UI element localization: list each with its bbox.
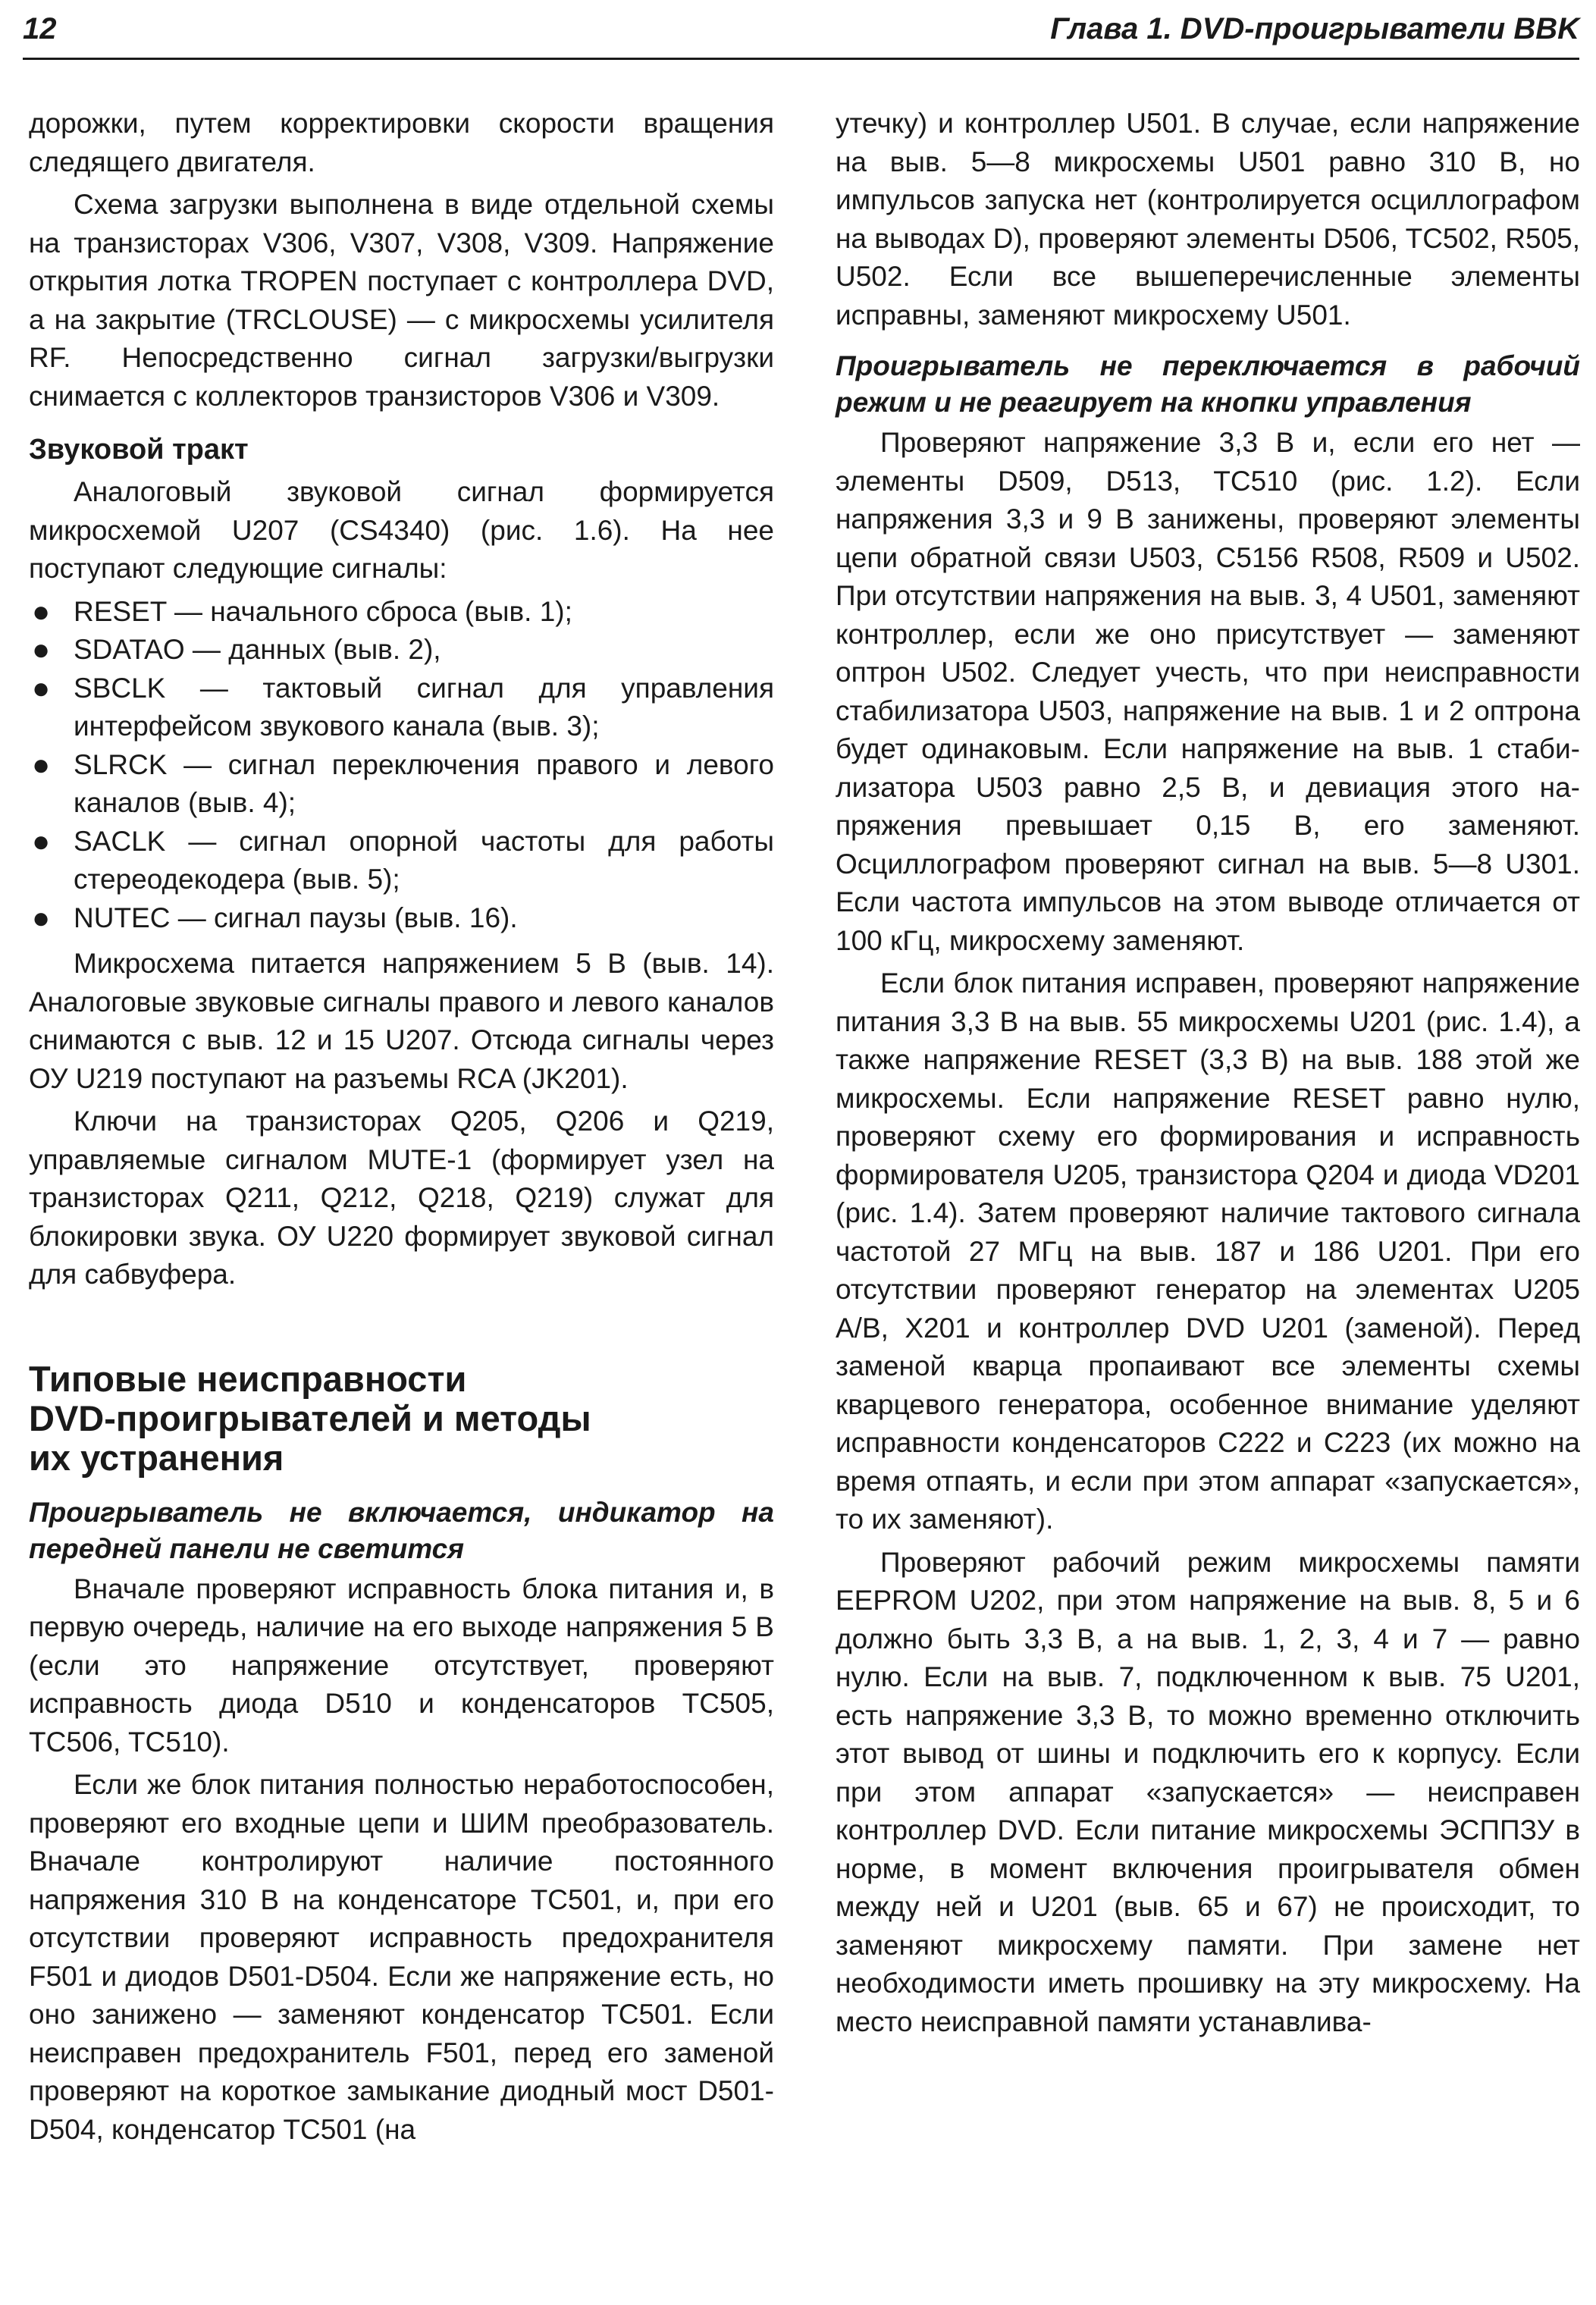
paragraph: Аналоговый звуковой сигнал формируется микросхемой U207 (CS4340) (рис. 1.6). На нее поступают следующие сигналы: (29, 476, 774, 584)
list-item: ● SDATAO — данных (выв. 2), (29, 631, 774, 670)
page-number: 12 (23, 12, 57, 45)
list-item: ● RESET — начального сброса (выв. 1); (29, 593, 774, 632)
bullet-icon: ● (32, 824, 51, 858)
paragraph: Проверяют напряжение 3,3 В и, если его нет — элементы D509, D513, TC510 (рис. 1.2). Если напряжения 3,3 и 9 В занижены, проверяют элементы цепи обратной связи U503, C5156 R508, R509 и U502. При отсутствии напряжения на выв. 3, 4 U501, заменяют контроллер, если же оно присутствует — заменяют оптрон U502. Следует учесть, что при неисправности стабилизатора U503, напряжение на выв. 1 и 2 оптрона будет одинаковым. Если напряжение на выв. 1 стабилизатора U503 равно 2,5 В, и девиация этого напряжения превышает 0,15 В, его заменяют. Осциллографом проверяют сигнал на выв. 5—8 U301. Если частота импульсов на этом выводе отличается от 100 кГц, микросхему заменяют. (836, 427, 1580, 956)
signal-list (29, 593, 774, 938)
bullet-icon: ● (32, 671, 51, 705)
bullet-icon: ● (32, 594, 51, 629)
right-column (836, 105, 1580, 2046)
list-item: ● SACLK — сигнал опорной частоты для работы стереодекодера (выв. 5); (29, 823, 774, 899)
paragraph: Вначале проверяют исправность блока питания и, в первую очередь, наличие на его выходе напряжения 5 В (если это напряжение отсутствует, проверяют исправность диода D510 и конденсаторов TC505, TC506, TC510). (29, 1573, 774, 1758)
bullet-icon: ● (32, 748, 51, 782)
paragraph: Микросхема питается напряжением 5 В (выв. 14). Аналоговые звуковые сигналы правого и левого каналов снимаются с выв. 12 и 15 U207. Отсюда сигналы через ОУ U219 поступают на разъемы RCA (JK201). (29, 948, 774, 1094)
chapter-title: Глава 1. DVD-проигрыватели BBK (1050, 12, 1579, 45)
left-column (29, 105, 774, 2153)
fault-heading: Проигрыватель не включается, индикатор на передней панели не светится (29, 1496, 774, 1564)
paragraph: Схема загрузки выполнена в виде отдельной схемы на транзисторах V306, V307, V308, V309. Напряжение открытия лотка TROPEN поступает с контроллера DVD, а на закрытие (TRCLOUSE) — с микросхемы усилителя RF. Непосредственно сигнал загрузки/выгрузки снимается с коллекторов транзисторов V306 и V309. (29, 189, 774, 412)
list-item: ● SBCLK — тактовый сигнал для управления интерфейсом звукового канала (выв. 3); (29, 670, 774, 746)
bullet-icon: ● (32, 633, 51, 666)
paragraph: Если же блок питания полностью неработоспособен, проверяют его входные цепи и ШИМ преобразователь. Вначале контролируют наличие постоянного напряжения 310 В на конденсаторе TC501, и, при его отсутствии проверяют исправность предохранителя F501 и диодов D501-D504. Если же напряжение есть, но оно занижено — заменяют конденсатор TC501. Если неисправен предохранитель F501, перед его заменой проверяют на короткое замыкание диодный мост D501-D504, конденсатор TC501 (на (29, 1769, 774, 2145)
paragraph: Если блок питания исправен, проверяют напряжение питания 3,3 В на выв. 55 микросхемы U201 (рис. 1.4), а также напряжение RESET (3,3 В) на выв. 188 этой же микросхемы. Если напряжение RESET равно нулю, проверяют схему его формирования и исправность формирователя U205, транзистора Q204 и диода VD201 (рис. 1.4). Затем проверяют наличие тактового сигнала частотой 27 МГц на выв. 187 и 186 U201. При его отсутствии проверяют генератор на элементах U205 A/B, X201 и контроллер DVD U201 (заменой). Перед заменой кварца пропаивают все элементы схемы кварцевого генератора, особенное внимание уделяют исправности конденсаторов C222 и C223 (их можно на время отпаять, и если при этом аппарат «запускается», то их заменяют). (836, 967, 1580, 1535)
paragraph: дорожки, путем корректировки скорости вращения следящего двигателя. (29, 108, 774, 177)
subheading-sound-path: Звуковой тракт (29, 434, 249, 466)
list-item: ● NUTEC — сигнал паузы (выв. 16). (29, 899, 774, 938)
paragraph: Ключи на транзисторах Q205, Q206 и Q219, управляемые сигналом MUTE-1 (формирует узел на транзисторах Q211, Q212, Q218, Q219) служат для блокировки звука. ОУ U220 формирует звуковой сигнал для сабвуфера. (29, 1105, 774, 1290)
bullet-icon: ● (32, 901, 51, 935)
section-title: Типовые неисправности DVD-проигрывателей и методы их устранения (29, 1358, 591, 1478)
list-item: ● SLRCK — сигнал переключения правого и левого каналов (выв. 4); (29, 746, 774, 823)
fault-heading: Проигрыватель не переключается в рабочий режим и не реагирует на кнопки управления (836, 350, 1580, 418)
paragraph: утечку) и контроллер U501. В случае, если напряжение на выв. 5—8 микросхемы U501 равно 310 В, но импульсов запуска нет (контролируется осциллографом на выводах D), проверяют элементы D506, TC502, R505, U502. Если все вышеперечисленные элементы исправны, заменяют микросхему U501. (836, 108, 1580, 331)
paragraph: Проверяют рабочий режим микросхемы памяти EEPROM U202, при этом напряжение на выв. 8, 5 и 6 должно быть 3,3 В, а на выв. 1, 2, 3, 4 и 7 — равно нулю. Если на выв. 7, подключенном к выв. 75 U201, есть напряжение 3,3 В, то можно временно отключить этот вывод от шины и подключить его к корпусу. Если при этом аппарат «запускается» — неисправен контроллер DVD. Если питание микросхемы ЭСППЗУ в норме, в момент включения проигрывателя обмен между ней и U201 (выв. 65 и 67) не происходит, то заменяют микросхему памяти. При замене нет необходимости иметь прошивку на эту микросхему. На место неисправной памяти устанавлива- (836, 1546, 1580, 2037)
running-header (23, 8, 1579, 60)
